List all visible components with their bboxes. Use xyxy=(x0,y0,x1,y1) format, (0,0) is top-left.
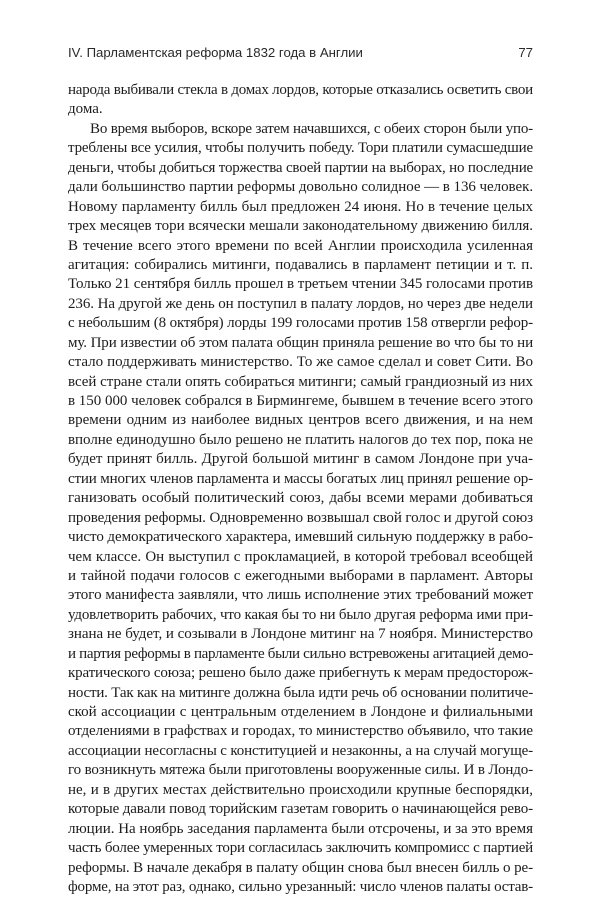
text-line: Новому парламенту билль был предложен 24 июня. Но в течение целых xyxy=(68,198,533,215)
text-line: и тайной подачи голосов с ежегодными выборами в парламент. Авторы xyxy=(68,567,533,584)
text-line: вполне единодушно было решено не платить налогов до тех пор, пока не xyxy=(68,431,533,448)
text-line: чем классе. Он выступил с прокламацией, в которой требовал всеобщей xyxy=(68,548,533,565)
text-line: и партия реформы в парламенте были сильно встревожены агитацией демо- xyxy=(68,645,533,662)
text-line: кратического союза; решено было даже прибегнуть к мерам предосторож- xyxy=(68,665,533,682)
text-line: этого манифеста заявляли, что лишь исполнение этих требований может xyxy=(68,587,533,604)
text-line: дома. xyxy=(68,101,103,118)
text-line: чисто демократического характера, имевший сильную поддержку в рабо- xyxy=(68,529,533,546)
page-number: 77 xyxy=(518,45,533,60)
chapter-title: IV. Парламентская реформа 1832 года в Англии xyxy=(68,45,363,60)
text-line: люции. На ноябрь заседания парламента были отсрочены, и за это время xyxy=(68,820,533,837)
text-line: му. При известии об этом палата общин приняла решение во что бы то ни xyxy=(68,334,533,351)
text-line: В течение всего этого времени по всей Англии происходила усиленная xyxy=(68,237,533,254)
text-line: с небольшим (8 октября) лорды 199 голосами против 158 отвергли рефор- xyxy=(68,315,533,332)
body-text xyxy=(68,81,533,897)
text-line: не, и в других местах действительно происходили крупные беспорядки, xyxy=(68,781,533,798)
text-line: всей стране стали опять собираться митинги; самый грандиозный из них xyxy=(68,373,533,390)
text-line: отделениями в графствах и городах, то министерство объявило, что такие xyxy=(68,723,533,740)
text-line: дали большинство партии реформы довольно солидное — в 136 человек. xyxy=(68,179,533,196)
text-line: знана не будет, и созывали в Лондоне митинг на 7 ноября. Министерство xyxy=(68,626,533,643)
text-line: трех месяцев тори всячески мешали законодательному движению билля. xyxy=(68,218,533,235)
paragraph-first-line: Во время выборов, вскоре затем начавшихся, с обеих сторон были упо- xyxy=(90,120,533,137)
text-line: треблены все усилия, чтобы получить победу. Тори платили сумасшедшие xyxy=(68,140,533,157)
running-header xyxy=(68,45,533,67)
text-line: удовлетворить рабочих, что какая бы то ни было другая реформа ими при- xyxy=(68,606,533,623)
text-line: в 150 000 человек собрался в Бирмингеме, бывшем в течение всего этого xyxy=(68,393,533,409)
text-line: будет принят билль. Другой большой митинг в самом Лондоне при уча- xyxy=(68,451,533,468)
text-line: проведения реформы. Одновременно возвышал свой голос и другой союз xyxy=(68,509,533,526)
text-line: го возникнуть мятежа были приготовлены вооруженные силы. И в Лондо- xyxy=(68,762,533,779)
text-line: форме, на этот раз, однако, сильно урезанный: число членов палаты остав- xyxy=(68,878,533,895)
text-line: ности. Так как на митинге должна была идти речь об основании политиче- xyxy=(68,684,533,701)
text-line: стии многих членов парламента и массы богатых лиц принял решение ор- xyxy=(68,470,533,487)
text-line: деньги, чтобы добиться торжества своей партии на выборах, но последние xyxy=(68,159,533,176)
text-line: агитация: собирались митинги, подавались в парламент петиции и т. п. xyxy=(68,256,533,273)
text-line: ассоциации несогласны с конституцией и незаконны, а на случай могуще- xyxy=(68,742,533,759)
text-line: народа выбивали стекла в домах лордов, которые отказались осветить свои xyxy=(68,82,533,98)
text-line: ской ассоциации с центральным отделением в Лондоне и филиальными xyxy=(68,704,533,720)
text-line: которые давали повод торийским газетам говорить о начинающейся рево- xyxy=(68,801,533,818)
text-line: часть более умеренных тори согласилась заключить компромисс с партией xyxy=(68,840,533,857)
text-line: времени одним из наиболее видных центров всего движения, и на нем xyxy=(68,412,533,429)
text-line: Только 21 сентября билль прошел в третьем чтении 345 голосами против xyxy=(68,276,533,293)
text-line: реформы. В начале декабря в палату общин снова был внесен билль о ре- xyxy=(68,859,533,876)
text-line: 236. На другой же день он поступил в палату лордов, но через две недели xyxy=(68,295,533,312)
text-line: стало поддерживать министерство. То же самое сделал и совет Сити. Во xyxy=(68,354,533,371)
text-line: ганизовать особый политический союз, дабы всеми мерами добиваться xyxy=(68,490,533,507)
